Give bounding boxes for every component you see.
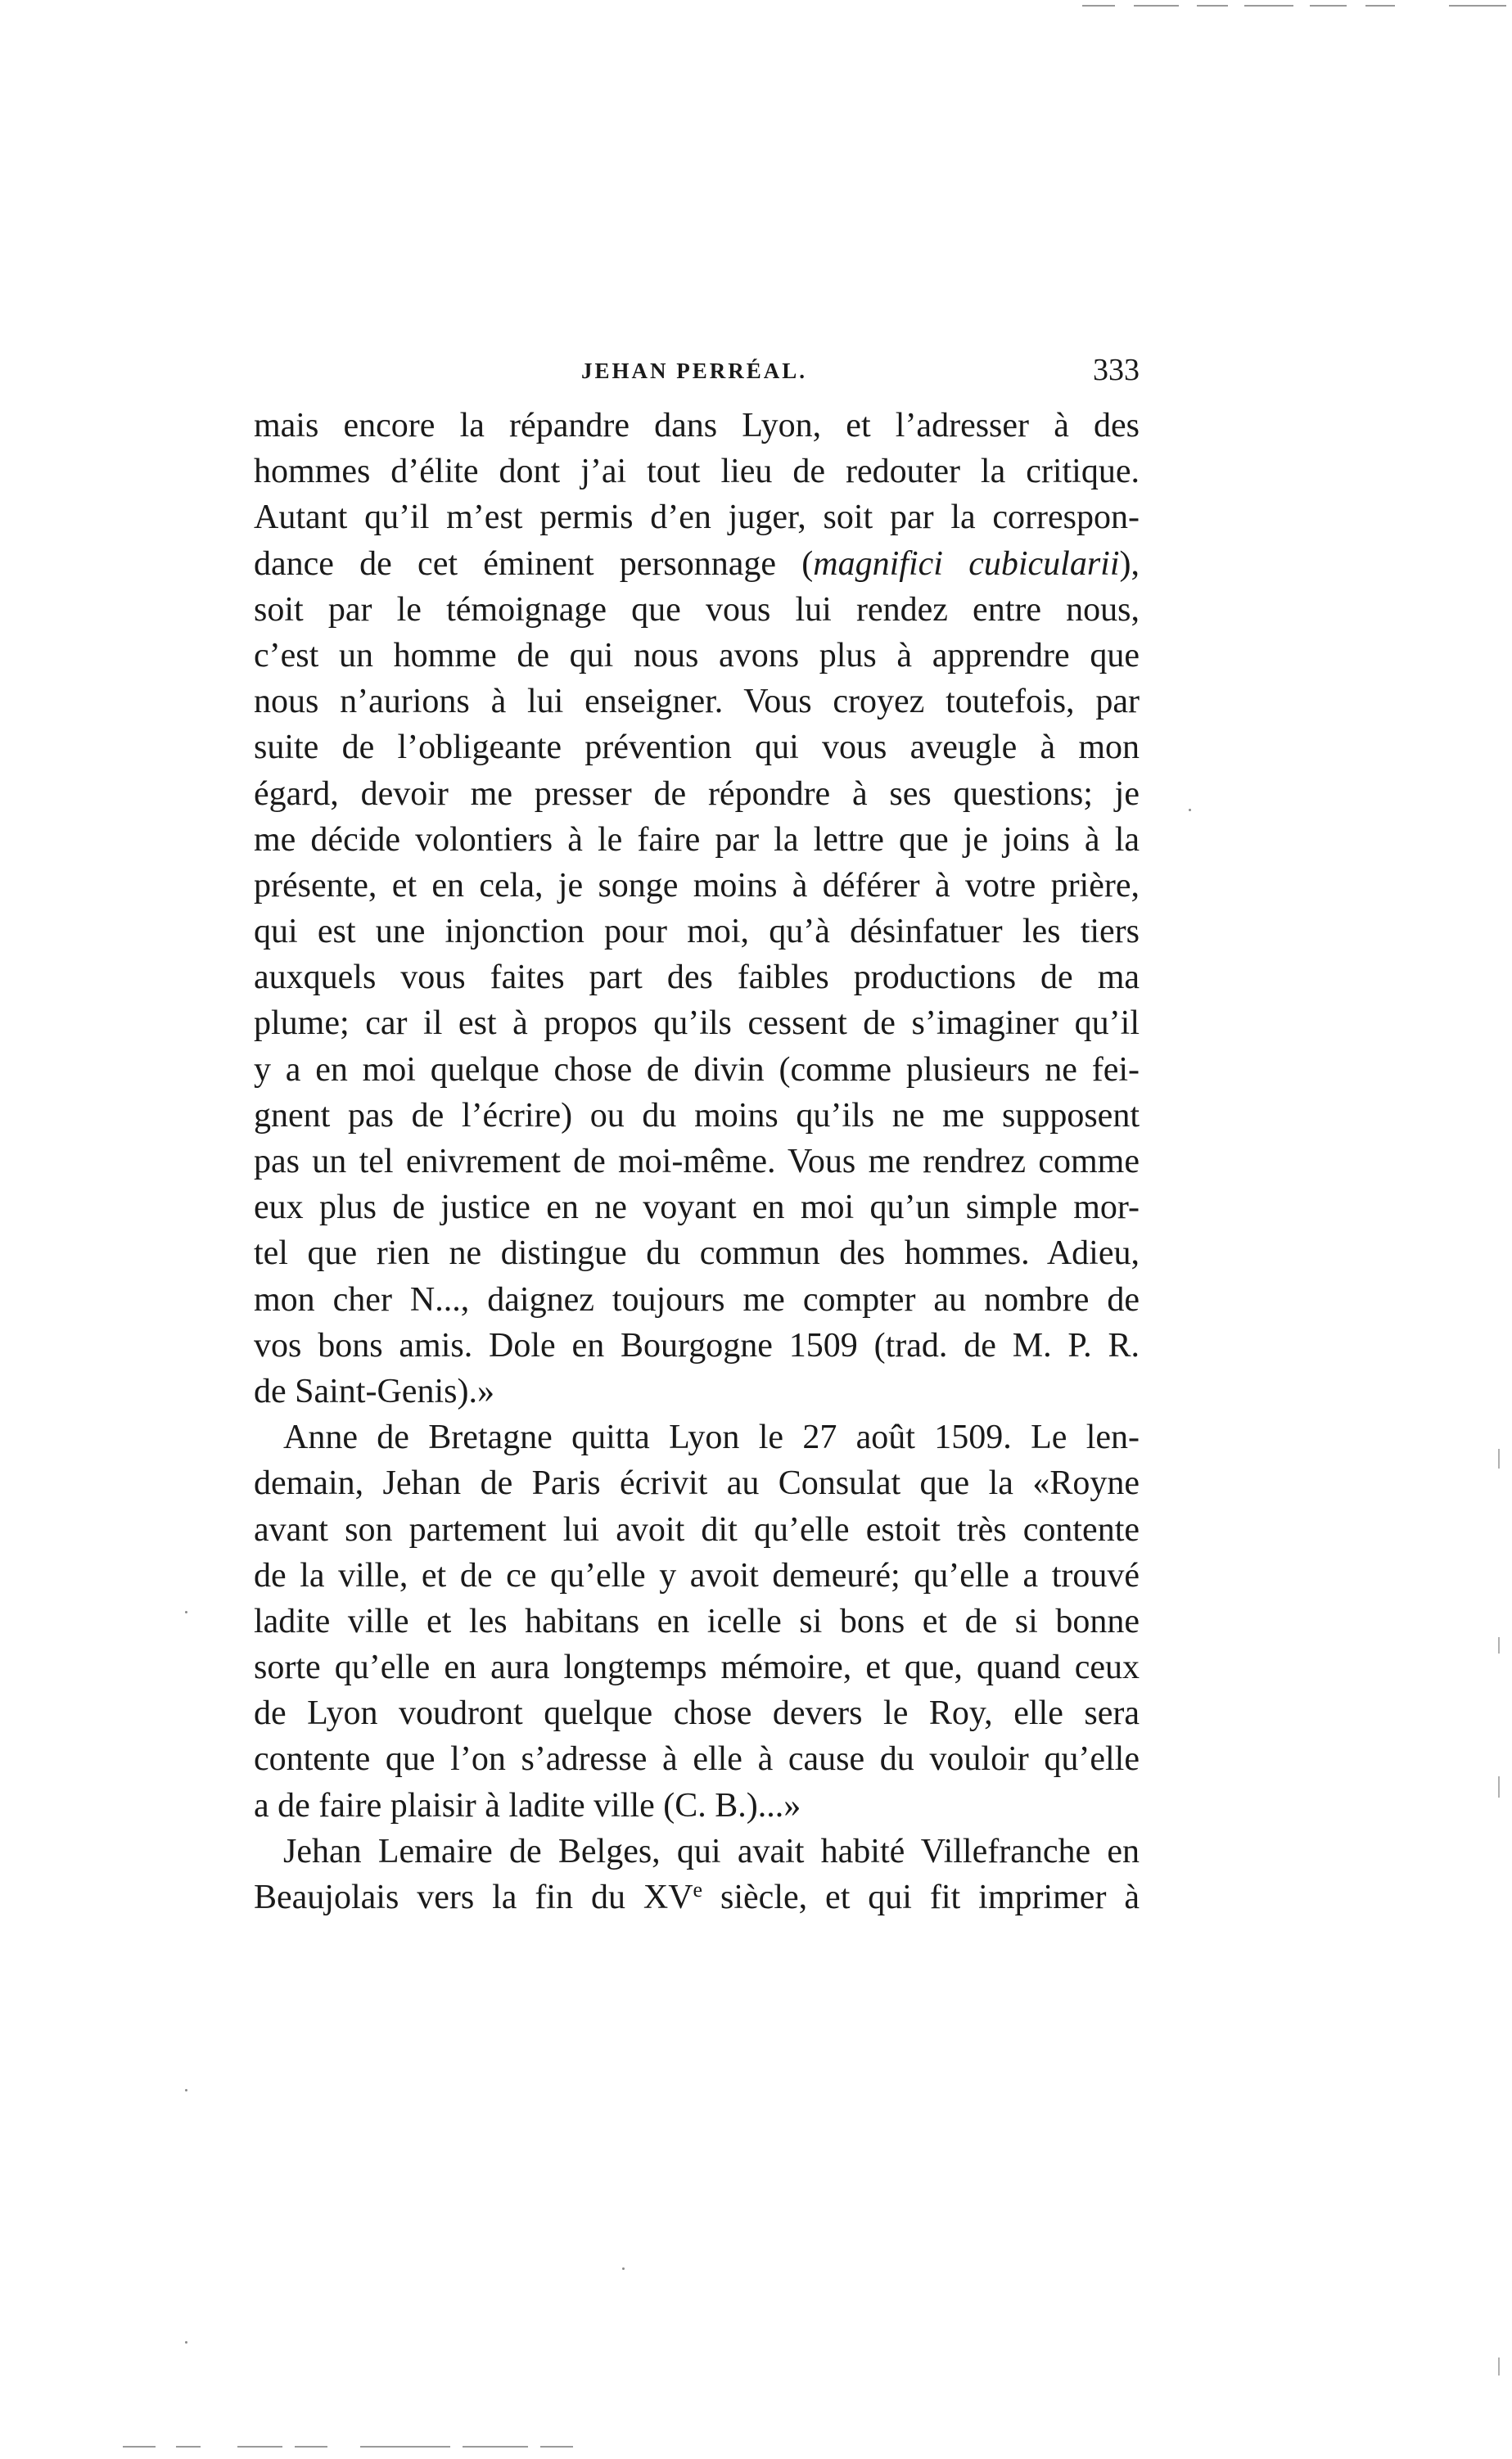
text-line: demain, Jehan de Paris écrivit au Consulat que la «Royne <box>254 1464 1140 1503</box>
scan-edge-tick-4 <box>1498 2357 1500 2376</box>
scan-artifact-bottom-2 <box>176 2446 201 2448</box>
text-line: avant son partement lui avoit dit qu’elle estoit très contente <box>254 1510 1140 1549</box>
scan-edge-tick-1 <box>1498 1449 1500 1469</box>
text-line: c’est un homme de qui nous avons plus à apprendre que <box>254 636 1140 675</box>
scan-artifact-top-1 <box>1082 5 1115 7</box>
text-line: égard, devoir me presser de répondre à ses questions; je <box>254 774 1140 813</box>
text-line: me décide volontiers à le faire par la lettre que je joins à la <box>254 820 1140 859</box>
body-text <box>254 403 1140 1920</box>
text-line: de Lyon voudront quelque chose devers le Roy, elle sera <box>254 1694 1140 1733</box>
text-line: présente, et en cela, je songe moins à déférer à votre prière, <box>254 866 1140 905</box>
scan-artifact-top-3 <box>1197 5 1228 7</box>
scan-dot-4 <box>185 2341 187 2344</box>
text-line: de Saint-Genis).» <box>254 1372 494 1410</box>
text-line: contente que l’on s’adresse à elle à cause du vouloir qu’elle <box>254 1740 1140 1779</box>
paragraph-first-line: Anne de Bretagne quitta Lyon le 27 août 1509. Le len- <box>283 1419 1140 1457</box>
scan-dot-1 <box>1189 809 1191 811</box>
text-segment: siècle, et qui fit imprimer à <box>702 1879 1140 1916</box>
text-line: ladite ville et les habitans en icelle si bons et de si bonne <box>254 1602 1140 1640</box>
scan-artifact-top-2 <box>1134 5 1179 7</box>
text-segment: Beaujolais vers la fin du XV <box>254 1879 693 1916</box>
scan-edge-tick-3 <box>1498 1776 1500 1798</box>
text-line: qui est une injonction pour moi, qu’à désinfatuer les tiers <box>254 913 1140 951</box>
running-head <box>254 352 1140 393</box>
text-segment: ), <box>1119 544 1140 583</box>
text-line: eux plus de justice en ne voyant en moi qu’un simple mor- <box>254 1189 1140 1227</box>
text-line: mais encore la répandre dans Lyon, et l’adresser à des <box>254 407 1140 444</box>
paragraph-first-line: Jehan Lemaire de Belges, qui avait habité Villefranche en <box>283 1832 1140 1870</box>
text-segment: dance de cet éminent personnage ( <box>254 544 814 583</box>
page-number: 333 <box>1093 353 1140 387</box>
scan-artifact-bottom-4 <box>295 2446 327 2448</box>
scan-artifact-bottom-7 <box>540 2446 573 2448</box>
text-line: y a en moi quelque chose de divin (comme plusieurs ne fei- <box>254 1050 1140 1089</box>
scan-artifact-top-6 <box>1365 5 1395 7</box>
text-line: plume; car il est à propos qu’ils cessent de s’imaginer qu’il <box>254 1004 1140 1043</box>
text-line: suite de l’obligeante prévention qui vous aveugle à mon <box>254 729 1140 767</box>
scan-edge-tick-2 <box>1498 1637 1500 1654</box>
text-line: mon cher N..., daignez toujours me compter au nombre de <box>254 1280 1140 1319</box>
running-title: JEHAN PERRÉAL. <box>581 359 808 383</box>
text-line: gnent pas de l’écrire) ou du moins qu’ils ne me supposent <box>254 1096 1140 1135</box>
text-line: tel que rien ne distingue du commun des hommes. Adieu, <box>254 1234 1140 1273</box>
text-line: a de faire plaisir à ladite ville (C. B.)...» <box>254 1786 801 1825</box>
text-line: de la ville, et de ce qu’elle y avoit demeuré; qu’elle a trouvé <box>254 1556 1140 1595</box>
text-line: hommes d’élite dont j’ai tout lieu de redouter la critique. <box>254 453 1140 491</box>
text-line: nous n’aurions à lui enseigner. Vous croyez toutefois, par <box>254 683 1140 721</box>
scan-artifact-bottom-6 <box>463 2446 528 2448</box>
scan-artifact-top-5 <box>1310 5 1347 7</box>
text-line: auxquels vous faites part des faibles productions de ma <box>254 959 1140 997</box>
scan-dot-2 <box>185 1611 187 1613</box>
text-line: Autant qu’il m’est permis d’en juger, soit par la correspon- <box>254 499 1140 537</box>
scan-artifact-bottom-1 <box>123 2446 156 2448</box>
text-line: soit par le témoignage que vous lui rendez entre nous, <box>254 590 1140 629</box>
text-line <box>254 541 1140 587</box>
superscript: e <box>693 1878 703 1902</box>
text-line: vos bons amis. Dole en Bourgogne 1509 (trad. de M. P. R. <box>254 1326 1140 1365</box>
text-line <box>254 1875 1140 1920</box>
italic-latin-phrase: magnifici cubicularii <box>813 544 1120 583</box>
scan-artifact-bottom-3 <box>237 2446 282 2448</box>
scan-artifact-top-4 <box>1244 5 1293 7</box>
scan-dot-5 <box>622 2267 625 2270</box>
text-line: sorte qu’elle en aura longtemps mémoire, et que, quand ceux <box>254 1649 1140 1687</box>
scan-artifact-bottom-5 <box>360 2446 450 2448</box>
scan-dot-3 <box>185 2089 187 2091</box>
text-line: pas un tel enivrement de moi-même. Vous me rendrez comme <box>254 1143 1140 1180</box>
scan-artifact-top-7 <box>1449 5 1506 7</box>
